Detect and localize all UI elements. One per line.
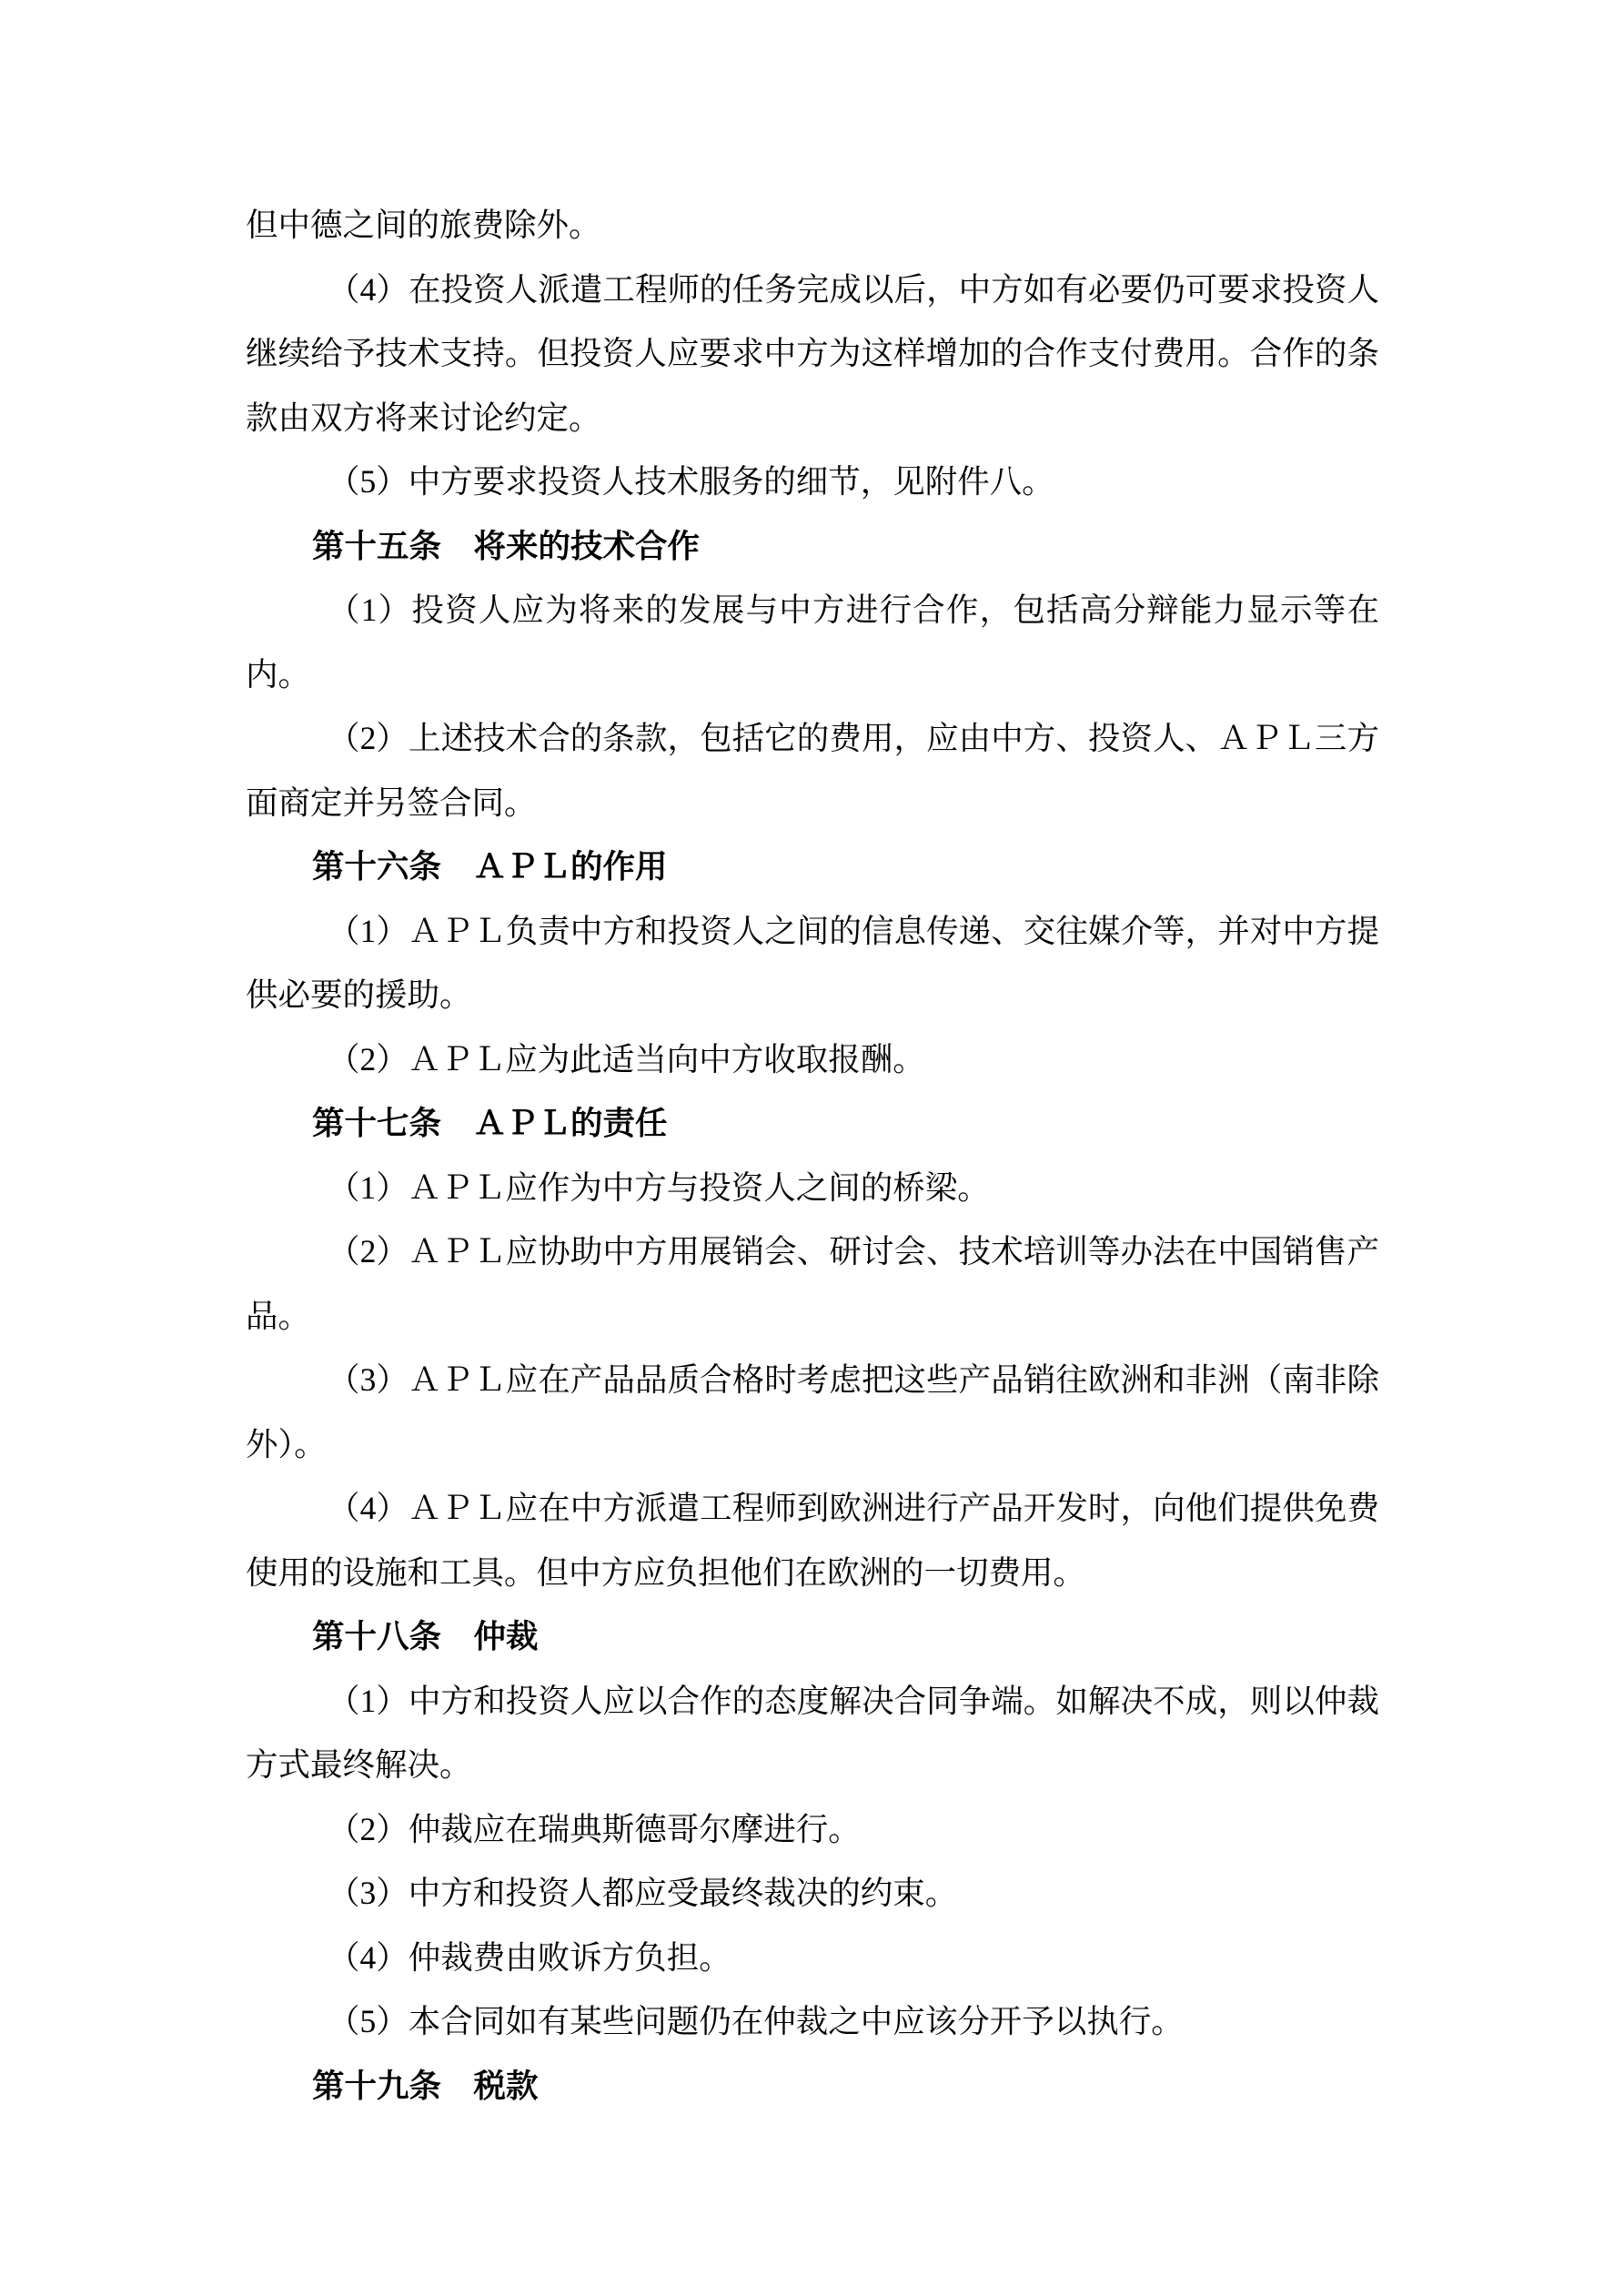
contract-paragraph: （2）ＡＰＬ应协助中方用展销会、研讨会、技术培训等办法在中国销售产品。 [246,1233,1379,1334]
contract-paragraph: （4）ＡＰＬ应在中方派遣工程师到欧洲进行产品开发时，向他们提供免费使用的设施和工具。但中方应负担他们在欧洲的一切费用。 [246,1490,1379,1591]
contract-paragraph: （5）本合同如有某些问题仍在仲裁之中应该分开予以执行。 [328,2003,1184,2039]
contract-paragraph: （3）ＡＰＬ应在产品品质合格时考虑把这些产品销往欧洲和非洲（南非除外）。 [246,1361,1379,1462]
contract-paragraph: （4）仲裁费由败诉方负担。 [328,1938,731,1976]
contract-paragraph: （1）投资人应为将来的发展与中方进行合作，包括高分辩能力显示等在内。 [246,592,1379,693]
article-heading: 第十五条 将来的技术合作 [312,527,701,564]
contract-paragraph: 但中德之间的旅费除外。 [246,207,601,243]
contract-paragraph: （1）ＡＰＬ应作为中方与投资人之间的桥梁。 [328,1168,990,1206]
contract-paragraph: （3）中方和投资人都应受最终裁决的约束。 [328,1875,958,1911]
contract-paragraph: （1）中方和投资人应以合作的态度解决合同争端。如解决不成，则以仲裁方式最终解决。 [246,1682,1379,1783]
contract-paragraph: （2）仲裁应在瑞典斯德哥尔摩进行。 [328,1810,861,1847]
contract-paragraph: （2）ＡＰＬ应为此适当向中方收取报酬。 [328,1040,925,1077]
contract-paragraph: （4）在投资人派遣工程师的任务完成以后，中方如有必要仍可要求投资人继续给予技术支持。但投资人应要求中方为这样增加的合作支付费用。合作的条款由双方将来讨论约定。 [246,270,1379,436]
contract-paragraph: （2）上述技术合的条款，包括它的费用，应由中方、投资人、ＡＰＬ三方面商定并另签合同。 [246,720,1379,821]
contract-text-block [246,193,1379,2118]
article-heading: 第十九条 税款 [312,2067,539,2104]
article-heading: 第十六条 ＡＰＬ的作用 [312,848,668,885]
contract-paragraph: （5）中方要求投资人技术服务的细节，见附件八。 [328,463,1054,500]
article-heading: 第十七条 ＡＰＬ的责任 [312,1105,668,1141]
contract-paragraph: （1）ＡＰＬ负责中方和投资人之间的信息传递、交往媒介等，并对中方提供必要的援助。 [246,912,1379,1013]
article-heading: 第十八条 仲裁 [312,1618,539,1654]
